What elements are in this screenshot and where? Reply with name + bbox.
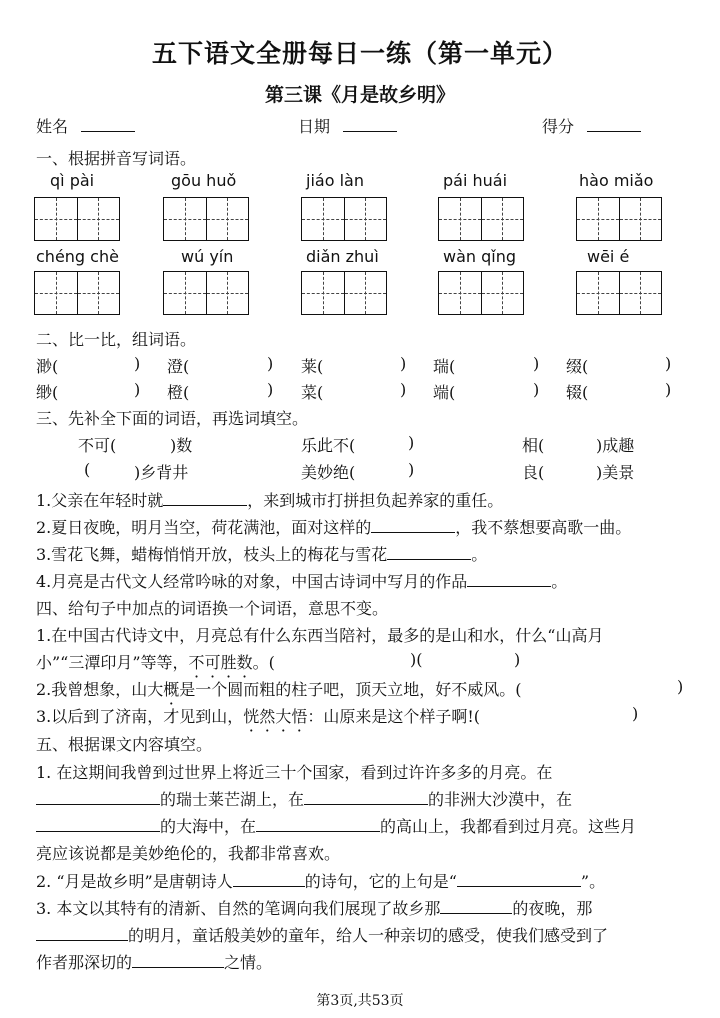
text-fill-seg: 的瑞士莱芒湖上，在 bbox=[160, 790, 305, 809]
synonym-q2-post: 是一个圆而粗的柱子吧，顶天立地，好不威风。( bbox=[179, 680, 522, 699]
synonym-q1-mid: )( bbox=[410, 650, 423, 669]
page-title: 五下语文全册每日一练（第一单元） bbox=[151, 39, 568, 68]
synonym-q3-post: ：山原来是这个样子啊!( bbox=[307, 707, 481, 726]
writing-box-10[interactable] bbox=[576, 271, 662, 315]
page-number: 第3页,共53页 bbox=[316, 993, 404, 1009]
idiom-5a: 美妙绝( bbox=[301, 463, 356, 482]
fill-q2-blank[interactable] bbox=[371, 516, 455, 533]
date-label: 日期 bbox=[298, 117, 331, 136]
fill-q4-post: 。 bbox=[551, 572, 568, 591]
writing-box-7[interactable] bbox=[163, 271, 249, 315]
compare-close: ) bbox=[134, 354, 141, 373]
writing-box-6[interactable] bbox=[34, 271, 120, 315]
idiom-4b: )乡背井 bbox=[134, 463, 189, 482]
date-blank[interactable] bbox=[343, 115, 397, 132]
fill-q3 bbox=[36, 542, 487, 565]
compare-close: ) bbox=[665, 380, 672, 399]
pinyin-10: wēi é bbox=[587, 247, 630, 266]
text-fill-1-line3 bbox=[36, 814, 636, 837]
name-blank[interactable] bbox=[81, 115, 135, 132]
pinyin-3: jiáo làn bbox=[306, 171, 364, 190]
section4-heading: 四、给句子中加点的词语换一个词语，意思不变。 bbox=[36, 599, 389, 618]
text-fill-blank[interactable] bbox=[132, 951, 224, 968]
idiom-1b: )数 bbox=[170, 436, 193, 455]
dotted-char: 概 bbox=[163, 680, 180, 699]
compare-close: ) bbox=[267, 380, 274, 399]
score-field[interactable] bbox=[542, 114, 641, 137]
pinyin-2: gōu huǒ bbox=[171, 171, 237, 190]
section1-heading: 一、根据拼音写词语。 bbox=[36, 149, 197, 168]
text-fill-blank[interactable] bbox=[304, 788, 428, 805]
synonym-q3-end: ) bbox=[632, 704, 639, 723]
text-fill-1-line2 bbox=[36, 787, 572, 810]
idiom-4a: ( bbox=[84, 460, 91, 479]
text-fill-seg: 之情。 bbox=[224, 953, 273, 972]
pinyin-4: pái huái bbox=[443, 171, 508, 190]
dotted-char: 不 bbox=[188, 653, 205, 672]
compare-item-6: 缈( bbox=[36, 383, 59, 402]
text-fill-seg: 的明月，童话般美妙的童年，给人一种亲切的感受，使我们感受到了 bbox=[128, 926, 609, 945]
fill-q3-blank[interactable] bbox=[387, 543, 471, 560]
fill-q3-post: 。 bbox=[471, 545, 488, 564]
text-fill-1-line4: 亮应该说都是美妙绝伦的，我都非常喜欢。 bbox=[36, 844, 341, 863]
text-fill-1-line1: 1. 在这期间我曾到过世界上将近三十个国家，看到过许许多多的月亮。在 bbox=[36, 763, 553, 782]
writing-box-1[interactable] bbox=[34, 197, 120, 241]
pinyin-1: qì pài bbox=[50, 171, 95, 190]
synonym-q2-pre: 2.我曾想象，山大 bbox=[36, 680, 164, 699]
text-fill-seg: 的夜晚，那 bbox=[512, 899, 593, 918]
compare-close: ) bbox=[400, 380, 407, 399]
pinyin-5: hào miǎo bbox=[579, 171, 654, 190]
idiom-6b: )美景 bbox=[596, 463, 635, 482]
text-fill-seg: 的高山上，我都看到过月亮。这些月 bbox=[380, 817, 637, 836]
dotted-char: 然 bbox=[259, 707, 276, 726]
idiom-2b: ) bbox=[408, 433, 415, 452]
fill-q4-blank[interactable] bbox=[467, 570, 551, 587]
text-fill-blank[interactable] bbox=[36, 788, 160, 805]
text-fill-blank[interactable] bbox=[36, 815, 160, 832]
text-fill-blank[interactable] bbox=[36, 924, 128, 941]
pinyin-9: wàn qǐng bbox=[443, 247, 517, 266]
pinyin-8: diǎn zhuì bbox=[306, 247, 379, 266]
compare-item-8: 菜( bbox=[301, 383, 324, 402]
compare-close: ) bbox=[533, 354, 540, 373]
text-fill-seg: 的大海中，在 bbox=[160, 817, 257, 836]
fill-q4-pre: 4.月亮是古代文人经常吟咏的对象，中国古诗词中写月的作品 bbox=[36, 572, 468, 591]
text-fill-seg: 2. “月是故乡明”是唐朝诗人 bbox=[36, 872, 233, 891]
dotted-char: 悟 bbox=[291, 707, 308, 726]
compare-close: ) bbox=[665, 354, 672, 373]
dotted-char: 大 bbox=[275, 707, 292, 726]
text-fill-blank[interactable] bbox=[256, 815, 380, 832]
synonym-q1-line2 bbox=[36, 650, 275, 673]
text-fill-3-line1 bbox=[36, 896, 592, 919]
dotted-char: 恍 bbox=[243, 707, 260, 726]
name-label: 姓名 bbox=[36, 117, 69, 136]
idiom-5b: ) bbox=[408, 460, 415, 479]
compare-close: ) bbox=[533, 380, 540, 399]
idiom-6a: 良( bbox=[522, 463, 545, 482]
synonym-q2-end: ) bbox=[677, 677, 684, 696]
synonym-q1-end: ) bbox=[514, 650, 521, 669]
compare-item-10: 辍( bbox=[566, 383, 589, 402]
section3-heading: 三、先补全下面的词语，再选词填空。 bbox=[36, 409, 309, 428]
synonym-q2 bbox=[36, 677, 522, 700]
compare-item-1: 渺( bbox=[36, 357, 59, 376]
section5-heading: 五、根据课文内容填空。 bbox=[36, 735, 213, 754]
writing-box-8[interactable] bbox=[301, 271, 387, 315]
synonym-q3-pre: 3.以后到了济南，才见到山， bbox=[36, 707, 244, 726]
text-fill-seg: 的非洲大沙漠中，在 bbox=[428, 790, 573, 809]
fill-q4 bbox=[36, 569, 567, 592]
fill-q1-post: ，来到城市打拼担负起养家的重任。 bbox=[247, 491, 504, 510]
idiom-3a: 相( bbox=[522, 436, 545, 455]
text-fill-3-line2 bbox=[36, 923, 608, 946]
date-field[interactable] bbox=[298, 114, 397, 137]
dotted-char: 数 bbox=[236, 653, 253, 672]
synonym-q1-pre: 小”“三潭印月”等等， bbox=[36, 653, 189, 672]
compare-item-5: 缀( bbox=[566, 357, 589, 376]
pinyin-6: chéng chè bbox=[36, 247, 119, 266]
compare-close: ) bbox=[134, 380, 141, 399]
text-fill-seg: 的诗句，它的上句是“ bbox=[304, 872, 457, 891]
writing-box-4[interactable] bbox=[438, 197, 524, 241]
compare-close: ) bbox=[400, 354, 407, 373]
idiom-2a: 乐此不( bbox=[301, 436, 356, 455]
compare-item-9: 端( bbox=[433, 383, 456, 402]
idiom-1a: 不可( bbox=[78, 436, 117, 455]
dotted-char: 胜 bbox=[220, 653, 237, 672]
compare-close: ) bbox=[267, 354, 274, 373]
text-fill-2 bbox=[36, 869, 605, 892]
fill-q1 bbox=[36, 488, 503, 511]
compare-item-3: 莱( bbox=[301, 357, 324, 376]
text-fill-blank[interactable] bbox=[440, 897, 512, 914]
pinyin-7: wú yín bbox=[181, 247, 234, 266]
compare-item-7: 橙( bbox=[167, 383, 190, 402]
text-fill-seg: 作者那深切的 bbox=[36, 953, 133, 972]
name-field[interactable] bbox=[36, 114, 135, 137]
text-fill-seg: 3. 本文以其特有的清新、自然的笔调向我们展现了故乡那 bbox=[36, 899, 441, 918]
score-blank[interactable] bbox=[587, 115, 641, 132]
lesson-title: 第三课《月是故乡明》 bbox=[264, 84, 455, 106]
fill-q2-post: ，我不蔡想要高歌一曲。 bbox=[455, 518, 632, 537]
poet-blank[interactable] bbox=[233, 870, 305, 887]
writing-box-3[interactable] bbox=[301, 197, 387, 241]
compare-item-2: 澄( bbox=[167, 357, 190, 376]
idiom-3b: )成趣 bbox=[596, 436, 635, 455]
fill-q1-blank[interactable] bbox=[163, 489, 247, 506]
fill-q3-pre: 3.雪花飞舞，蜡梅悄悄开放，枝头上的梅花与雪花 bbox=[36, 545, 388, 564]
synonym-q1-open: 。( bbox=[252, 653, 275, 672]
poem-line-blank[interactable] bbox=[457, 870, 581, 887]
compare-item-4: 瑞( bbox=[433, 357, 456, 376]
section2-heading: 二、比一比，组词语。 bbox=[36, 330, 197, 349]
writing-box-2[interactable] bbox=[163, 197, 249, 241]
dotted-char: 可 bbox=[204, 653, 221, 672]
synonym-q1-line1: 1.在中国古代诗文中，月亮总有什么东西当陪衬，最多的是山和水，什么“山高月 bbox=[36, 626, 604, 645]
fill-q1-pre: 1.父亲在年轻时就 bbox=[36, 491, 164, 510]
fill-q2-pre: 2.夏日夜晚，明月当空，荷花满池，面对这样的 bbox=[36, 518, 372, 537]
score-label: 得分 bbox=[542, 117, 575, 136]
writing-box-5[interactable] bbox=[576, 197, 662, 241]
writing-box-9[interactable] bbox=[438, 271, 524, 315]
synonym-q3 bbox=[36, 704, 480, 727]
fill-q2 bbox=[36, 515, 631, 538]
text-fill-seg: ”。 bbox=[580, 872, 606, 891]
text-fill-3-line3 bbox=[36, 950, 272, 973]
